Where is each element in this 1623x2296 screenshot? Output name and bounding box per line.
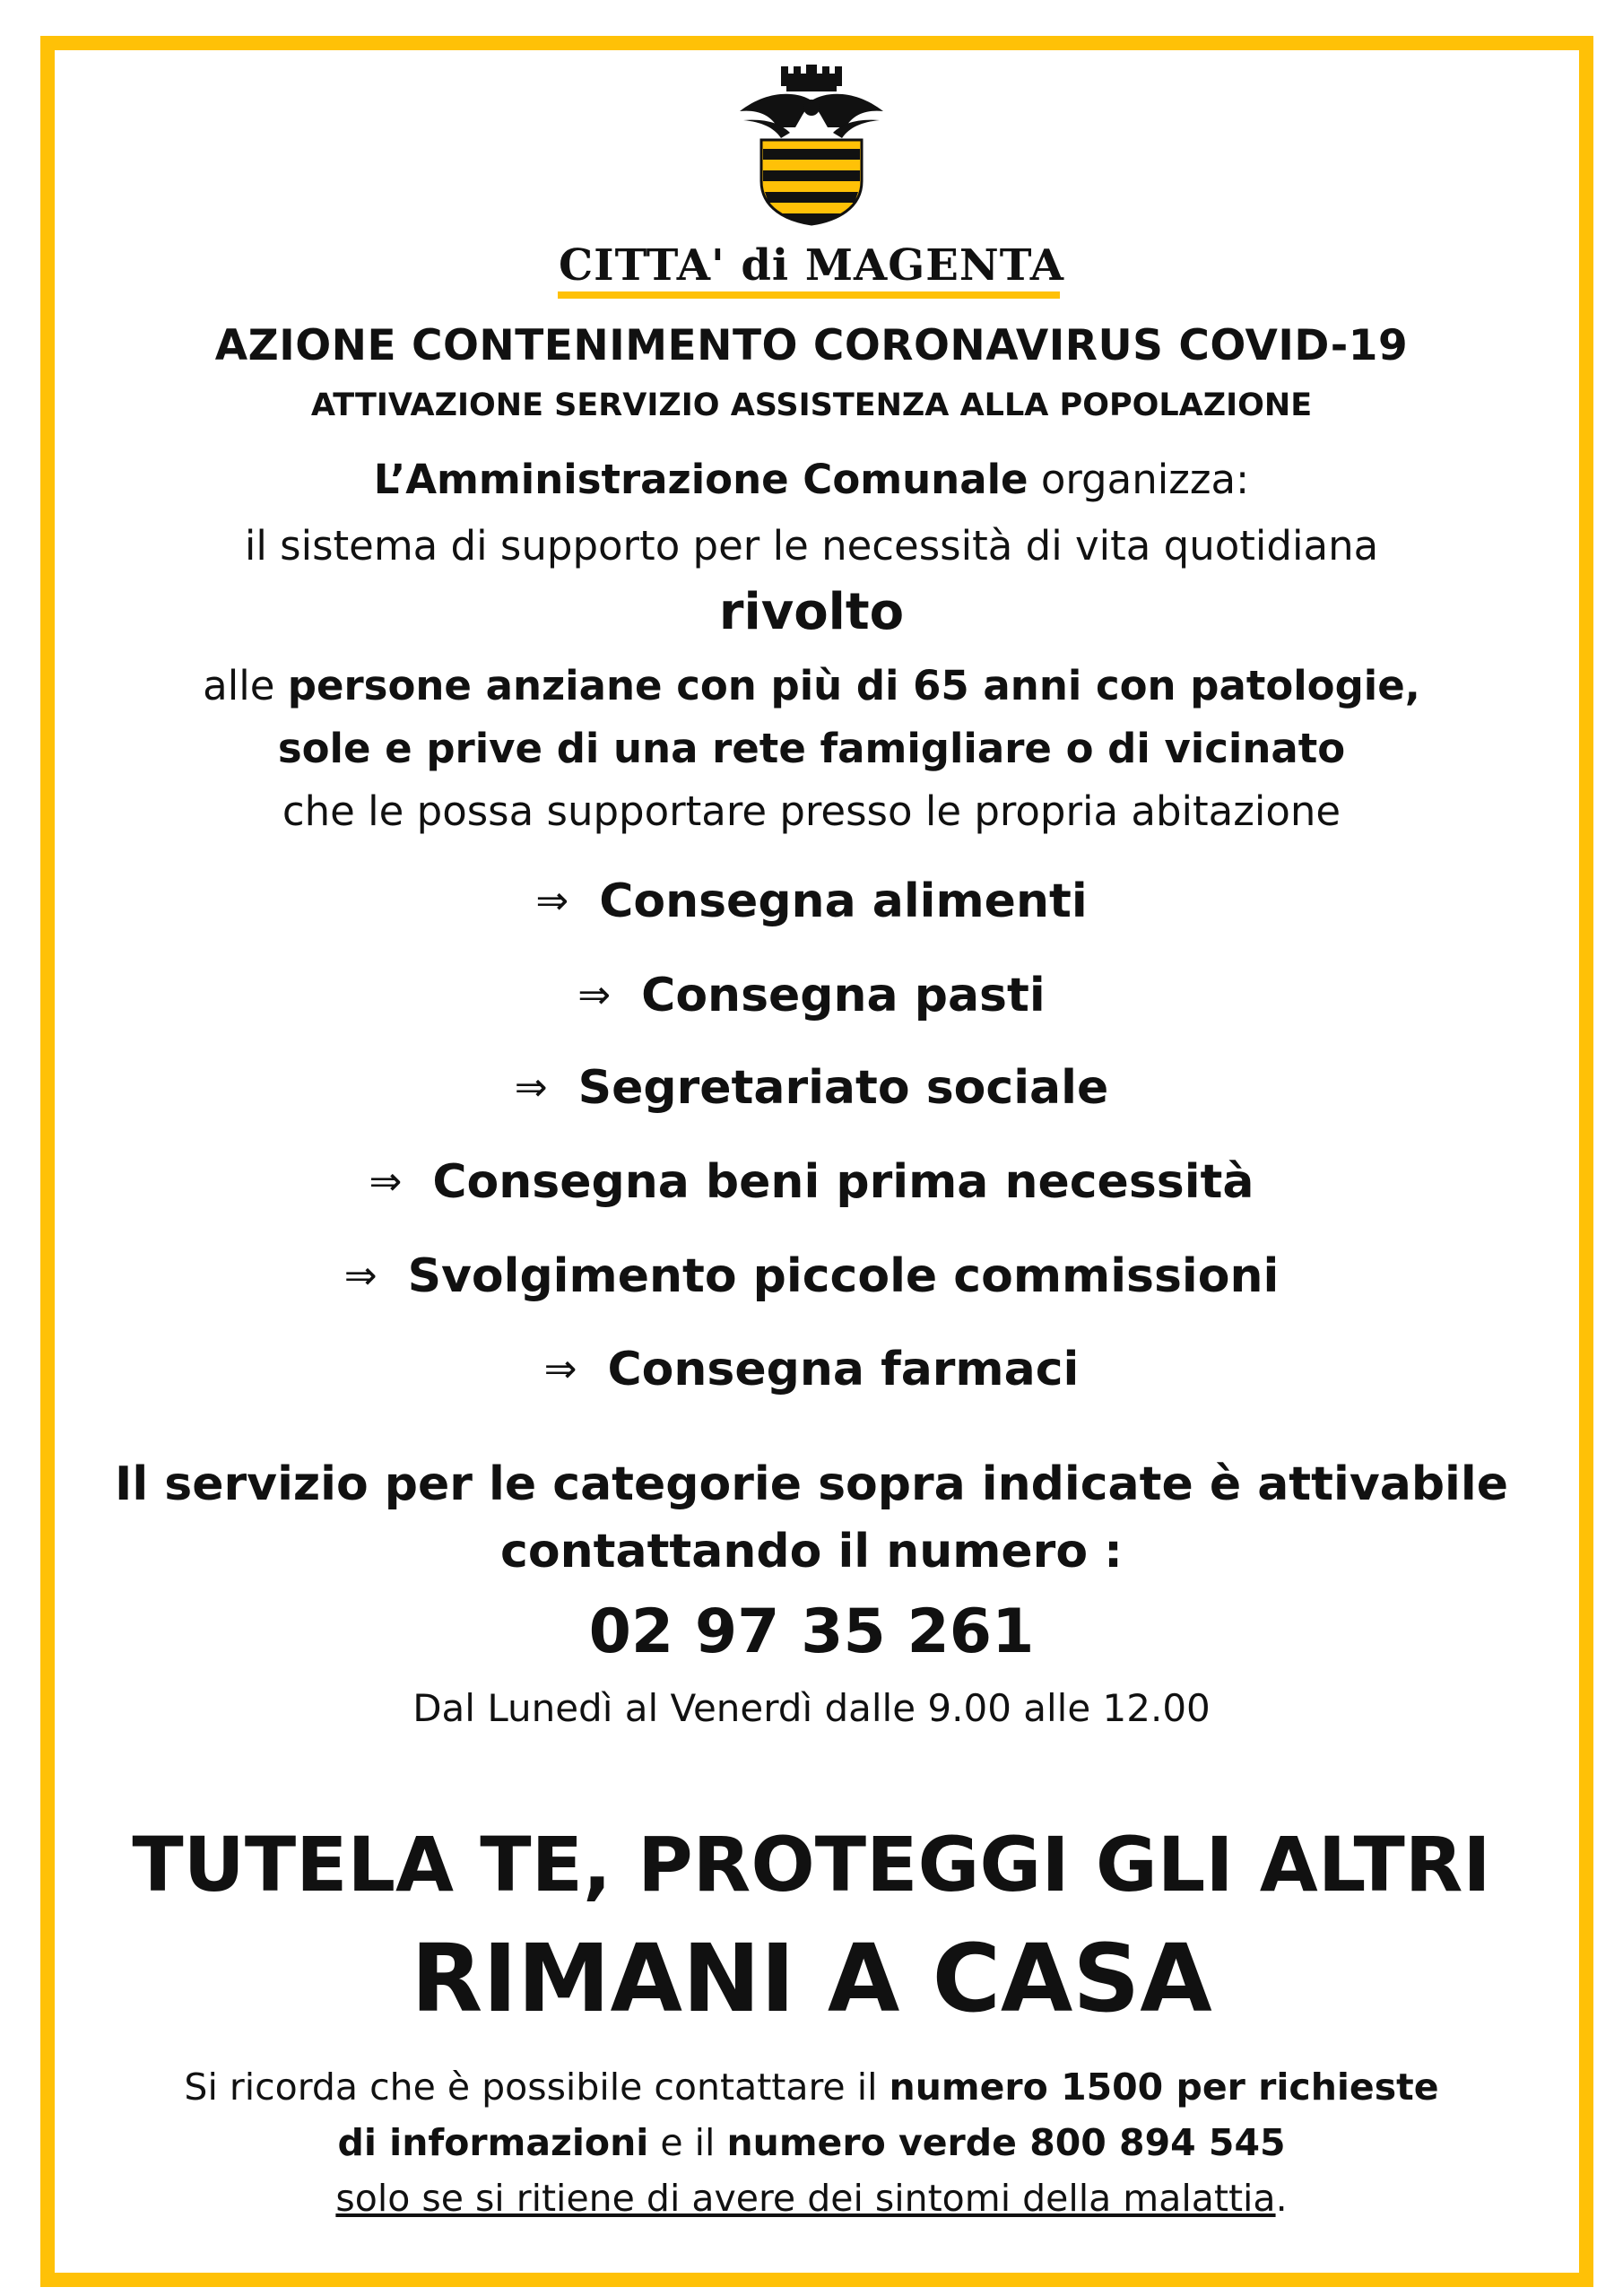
service-item: [0, 1343, 1623, 1396]
service-label: Consegna farmaci: [607, 1343, 1080, 1396]
double-arrow-icon: ⇒: [577, 971, 612, 1018]
service-label: Consegna beni prima necessità: [432, 1155, 1254, 1209]
intro-amministrazione: [0, 456, 1623, 503]
intro-alle-prefix: alle: [203, 662, 288, 709]
intro-sistema: il sistema di supporto per le necessità di vita quotidiana: [244, 522, 1379, 570]
service-label: Segretariato sociale: [577, 1061, 1109, 1115]
footer-l2-c: numero verde 800 894 545: [726, 2121, 1286, 2164]
intro-rivolto: rivolto: [718, 583, 905, 641]
footer-l1-b: numero 1500 per richieste: [889, 2066, 1439, 2109]
city-name-underline: [558, 291, 1060, 299]
intro-alle-bold: persone anziane con più di 65 anni con patologie,: [287, 662, 1420, 709]
footer-l2-a: di informazioni: [337, 2121, 649, 2164]
double-arrow-icon: ⇒: [543, 1345, 577, 1392]
intro-amm-bold: L’Amministrazione Comunale: [373, 456, 1028, 503]
double-arrow-icon: ⇒: [535, 877, 569, 924]
footer-line-1: [0, 2066, 1623, 2109]
double-arrow-icon: ⇒: [343, 1252, 378, 1299]
service-item: [0, 1155, 1623, 1209]
contact-line-1: Il servizio per le categorie sopra indicate è attivabile: [115, 1457, 1508, 1511]
contact-line-2: contattando il numero :: [500, 1525, 1123, 1578]
service-item: [0, 1061, 1623, 1115]
city-name: CITTA' di MAGENTA: [558, 240, 1065, 291]
intro-amm-rest: organizza:: [1028, 456, 1250, 503]
page-subtitle: ATTIVAZIONE SERVIZIO ASSISTENZA ALLA POPOLAZIONE: [310, 387, 1313, 423]
phone-number: 02 97 35 261: [588, 1596, 1035, 1667]
slogan-line-2: RIMANI A CASA: [411, 1924, 1212, 2033]
double-arrow-icon: ⇒: [369, 1158, 403, 1205]
service-label: Consegna pasti: [641, 969, 1046, 1022]
service-label: Svolgimento piccole commissioni: [407, 1249, 1280, 1303]
page-title: AZIONE CONTENIMENTO CORONAVIRUS COVID-19: [214, 321, 1409, 370]
service-item: [0, 1249, 1623, 1303]
service-label: Consegna alimenti: [599, 874, 1088, 928]
footer-line-2: [0, 2121, 1623, 2164]
footer-line-3: [0, 2177, 1623, 2220]
footer-l3-underlined: solo se si ritiene di avere dei sintomi della malattia: [335, 2177, 1276, 2220]
footer-l1-a: Si ricorda che è possibile contattare il: [184, 2066, 890, 2109]
service-item: [0, 874, 1623, 928]
city-crest-icon: [731, 65, 892, 226]
intro-alle: [0, 662, 1623, 709]
service-hours: Dal Lunedì al Venerdì dalle 9.00 alle 12.00: [412, 1686, 1211, 1730]
slogan-line-1: TUTELA TE, PROTEGGI GLI ALTRI: [132, 1821, 1491, 1909]
intro-sole: sole e prive di una rete famigliare o di vicinato: [277, 725, 1346, 772]
footer-l2-b: e il: [648, 2121, 727, 2164]
footer-l3-end: .: [1275, 2177, 1288, 2220]
intro-che: che le possa supportare presso le propria abitazione: [282, 787, 1341, 835]
service-item: [0, 969, 1623, 1022]
double-arrow-icon: ⇒: [514, 1064, 548, 1110]
